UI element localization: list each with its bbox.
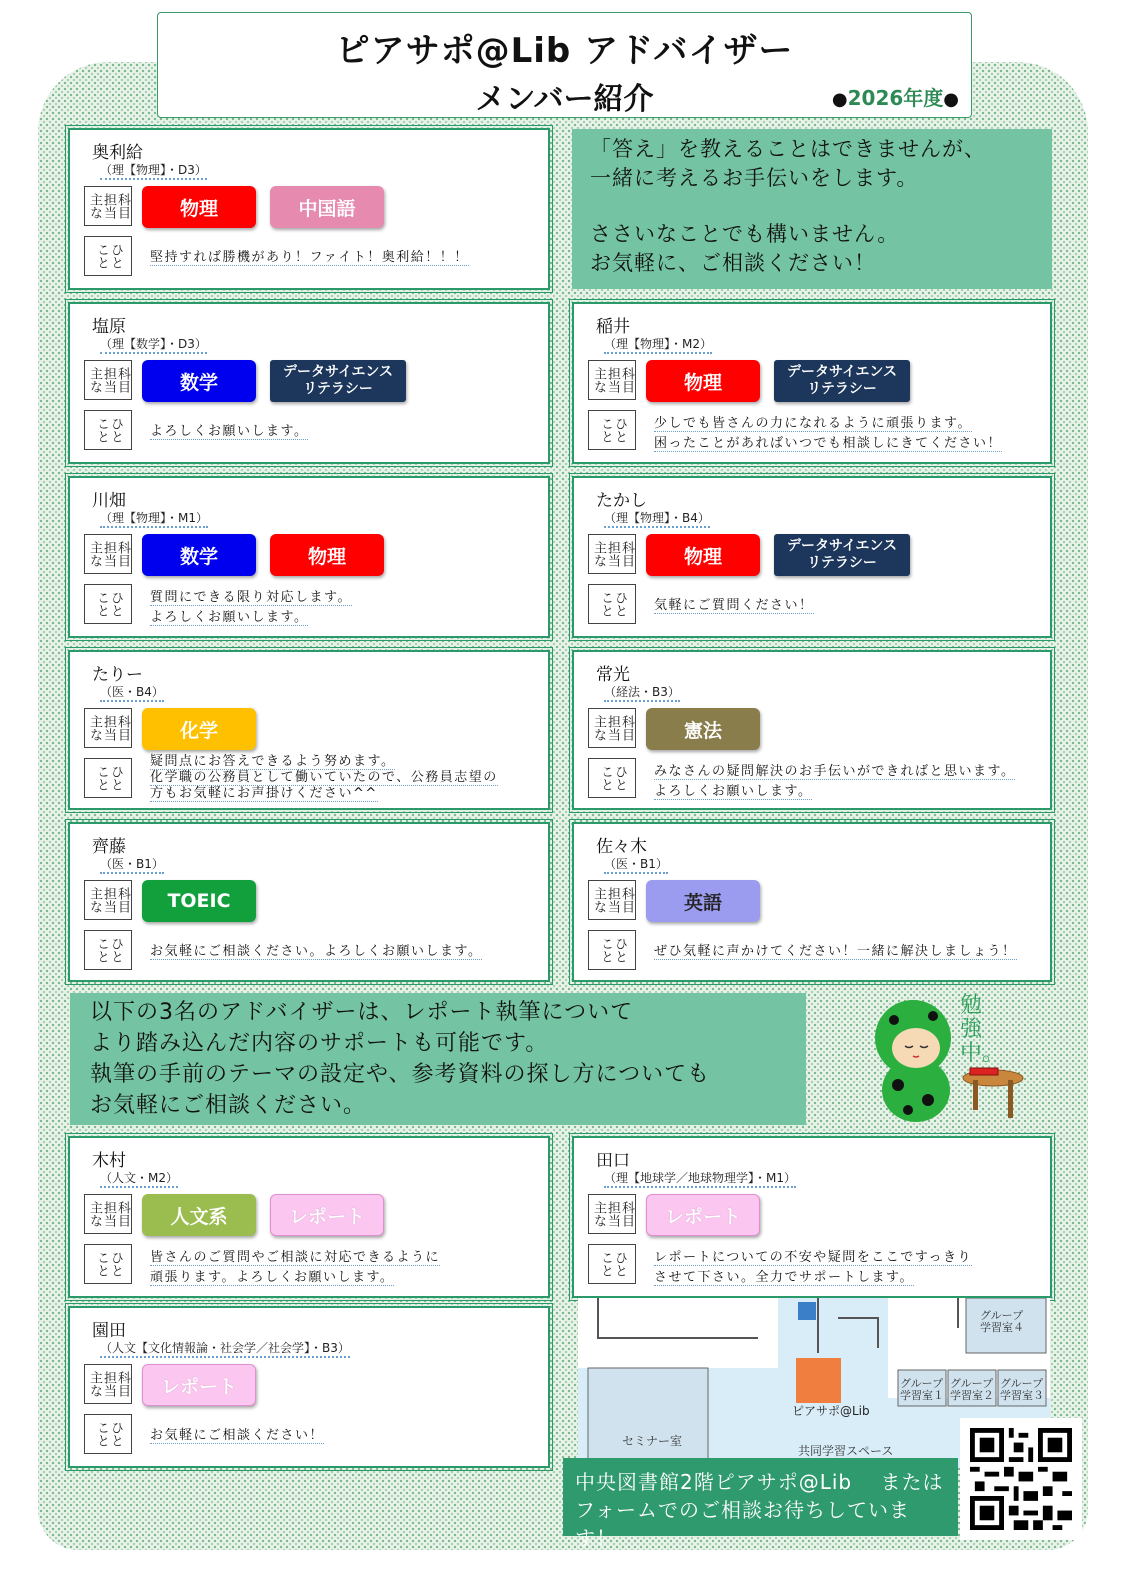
member-message: 少しでも皆さんの力になれるように頑張ります。 困ったことがあればいつでも相談しにきてください！: [654, 416, 1003, 451]
map-seminar: セミナー室: [622, 1434, 683, 1448]
member-name: 田口: [596, 1151, 630, 1171]
subject-tag: 科目担当主な: [84, 186, 132, 226]
message-tag: ひとこと: [84, 584, 132, 624]
map-peer: ピアサポ@Lib: [792, 1404, 870, 1418]
member-message: 皆さんのご質問やご相談に対応できるように 頑張ります。よろしくお願いします。: [150, 1250, 441, 1285]
member-affiliation: （医・B1）: [604, 855, 668, 874]
member-card: [572, 476, 1052, 638]
member-affiliation: （理【地球学／地球物理学】・M1）: [604, 1169, 796, 1188]
member-name: 木村: [92, 1151, 126, 1171]
subject-badge: 物理: [270, 534, 384, 576]
member-card: [68, 1136, 550, 1298]
subject-tag: 科目担当主な: [84, 708, 132, 748]
subject-badge: 物理: [646, 360, 760, 402]
message-tag: ひとこと: [84, 1244, 132, 1284]
subject-tag: 科目担当主な: [84, 880, 132, 920]
message-tag: ひとこと: [84, 758, 132, 798]
member-affiliation: （人文【文化情報論・社会学／社会学】・B3）: [100, 1339, 350, 1358]
member-card: [572, 650, 1052, 810]
member-card: [68, 302, 550, 464]
subject-badge: レポート: [142, 1364, 256, 1406]
subject-badge: 憲法: [646, 708, 760, 750]
footer-note: 中央図書館2階ピアサポ@Lib または フォームでのご相談お待ちしています！: [563, 1458, 958, 1536]
message-tag: ひとこと: [84, 930, 132, 970]
member-name: 園田: [92, 1321, 126, 1341]
member-message: お気軽にご相談ください。よろしくお願いします。: [150, 944, 483, 959]
subject-badge: レポート: [646, 1194, 760, 1236]
map-group2: グループ 学習室２: [950, 1377, 994, 1402]
mascot-caption: 勉強中。: [960, 993, 1005, 1066]
map-group1: グループ 学習室１: [900, 1377, 944, 1402]
message-tag: ひとこと: [588, 1244, 636, 1284]
subject-badge: 物理: [646, 534, 760, 576]
subject-badge: 物理: [142, 186, 256, 228]
member-affiliation: （経法・B3）: [604, 683, 680, 702]
subject-badge: 中国語: [270, 186, 384, 228]
subject-badge: 人文系: [142, 1194, 256, 1236]
message-tag: ひとこと: [84, 1414, 132, 1454]
subject-tag: 科目担当主な: [588, 708, 636, 748]
map-group4: グループ 学習室４: [980, 1309, 1024, 1334]
subject-tag: 科目担当主な: [84, 1364, 132, 1404]
member-message: みなさんの疑問解決のお手伝いができればと思います。 よろしくお願いします。: [654, 764, 1016, 799]
member-name: たかし: [596, 491, 647, 511]
report-info-box: 以下の3名のアドバイザーは、レポート執筆について より踏み込んだ内容のサポートも可能です。 執筆の手前のテーマの設定や、参考資料の探し方についても お気軽にご相談ください。: [70, 993, 806, 1125]
member-affiliation: （理【物理】・B4）: [604, 509, 710, 528]
member-affiliation: （人文・M2）: [100, 1169, 178, 1188]
message-tag: ひとこと: [588, 930, 636, 970]
subject-tag: 科目担当主な: [588, 360, 636, 400]
subject-badge: TOEIC: [142, 880, 256, 922]
page-subtitle: メンバー紹介: [475, 82, 654, 117]
member-name: 稲井: [596, 317, 630, 337]
subject-tag: 科目担当主な: [84, 360, 132, 400]
qr-code[interactable]: [960, 1418, 1082, 1540]
subject-tag: 科目担当主な: [588, 1194, 636, 1234]
member-card: [68, 650, 550, 810]
member-name: 佐々木: [596, 837, 647, 857]
member-message: レポートについての不安や疑問をここですっきり させて下さい。全力でサポートします。: [654, 1250, 972, 1285]
member-message: お気軽にご相談ください！: [150, 1428, 325, 1443]
member-name: 常光: [596, 665, 630, 685]
member-name: 川畑: [92, 491, 126, 511]
message-tag: ひとこと: [588, 410, 636, 450]
subject-badge: データサイエンス リテラシー: [774, 534, 910, 576]
member-affiliation: （理【数学】・D3）: [100, 335, 207, 354]
member-card: [68, 1306, 550, 1468]
member-message: 気軽にご質問ください！: [654, 598, 814, 613]
message-tag: ひとこと: [84, 410, 132, 450]
member-card: [572, 302, 1052, 464]
map-group3: グループ 学習室３: [1000, 1377, 1044, 1402]
mascot: [868, 990, 1028, 1130]
member-message: 堅持すれば勝機があり！ファイト！奥利給！！！: [150, 250, 469, 265]
member-affiliation: （理【物理】・D3）: [100, 161, 207, 180]
member-message: ぜひ気軽に声かけてください！一緒に解決しましょう！: [654, 944, 1017, 959]
member-message: 質問にできる限り対応します。 よろしくお願いします。: [150, 590, 352, 625]
subject-badge: 英語: [646, 880, 760, 922]
title-box: [157, 12, 972, 118]
message-tag: ひとこと: [588, 758, 636, 798]
member-card: [572, 1136, 1052, 1298]
member-card: [572, 822, 1052, 982]
subject-badge: データサイエンス リテラシー: [270, 360, 406, 402]
subject-badge: レポート: [270, 1194, 384, 1236]
subject-tag: 科目担当主な: [588, 880, 636, 920]
subject-tag: 科目担当主な: [84, 1194, 132, 1234]
member-affiliation: （医・B4）: [100, 683, 164, 702]
member-name: 齊藤: [92, 837, 126, 857]
member-card: [68, 822, 550, 982]
member-message: よろしくお願いします。: [150, 424, 309, 439]
mascot-illustration: [868, 990, 1028, 1130]
member-message: 疑問点にお答えできるよう努めます。 化学職の公務員として働いていたので、公務員志望の 方もお気軽にお声掛けください^^: [150, 754, 498, 801]
subject-badge: データサイエンス リテラシー: [774, 360, 910, 402]
subject-badge: 数学: [142, 360, 256, 402]
subject-tag: 科目担当主な: [84, 534, 132, 574]
member-name: 奥利給: [92, 143, 143, 163]
member-card: [68, 128, 550, 290]
member-name: たりー: [92, 665, 143, 685]
member-affiliation: （医・B1）: [100, 855, 164, 874]
message-tag: ひとこと: [84, 236, 132, 276]
subject-badge: 数学: [142, 534, 256, 576]
member-affiliation: （理【物理】・M2）: [604, 335, 712, 354]
member-affiliation: （理【物理】・M1）: [100, 509, 208, 528]
map-common: 共同学習スペース: [798, 1444, 894, 1458]
page-title: ピアサポ@Lib アドバイザー: [335, 31, 794, 71]
member-card: [68, 476, 550, 638]
subject-tag: 科目担当主な: [588, 534, 636, 574]
message-tag: ひとこと: [588, 584, 636, 624]
intro-box: 「答え」を教えることはできませんが、 一緒に考えるお手伝いをします。 ささいなことでも構いません。 お気軽に、ご相談ください！: [572, 129, 1052, 289]
year-badge: ●2026年度●: [831, 86, 959, 110]
subject-badge: 化学: [142, 708, 256, 750]
member-name: 塩原: [92, 317, 126, 337]
qr-code-icon: [970, 1428, 1072, 1530]
